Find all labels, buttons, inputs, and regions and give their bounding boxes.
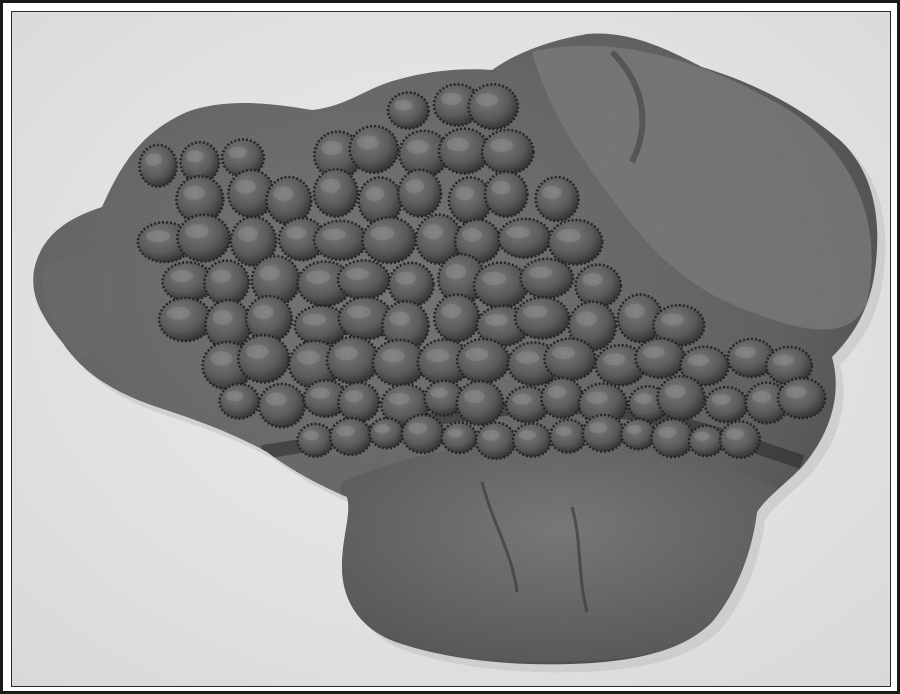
fossil-scale-highlight bbox=[273, 187, 293, 201]
fossil-scale-highlight bbox=[519, 430, 536, 440]
fossil-scale bbox=[314, 221, 367, 260]
fossil-scale-highlight bbox=[426, 349, 450, 362]
fossil-scale-highlight bbox=[462, 228, 482, 241]
fossil-scale-highlight bbox=[210, 351, 232, 365]
fossil-scale-highlight bbox=[266, 393, 287, 406]
fossil-scale bbox=[482, 130, 533, 174]
fossil-scale-highlight bbox=[226, 391, 244, 401]
fossil-scale-highlight bbox=[658, 427, 677, 438]
fossil-scale bbox=[515, 297, 569, 338]
fossil-scale-highlight bbox=[381, 349, 405, 363]
fossil-scale bbox=[652, 419, 694, 457]
fossil-scale-highlight bbox=[556, 426, 572, 436]
fossil-scale-highlight bbox=[635, 393, 653, 404]
fossil-scale bbox=[476, 423, 516, 459]
fossil-scale bbox=[330, 418, 371, 455]
fossil-scale bbox=[583, 415, 624, 452]
fossil-scale-highlight bbox=[388, 393, 410, 405]
fossil-scale-highlight bbox=[335, 346, 358, 360]
fossil-scale-highlight bbox=[286, 227, 307, 240]
fossil-scale-highlight bbox=[253, 305, 274, 319]
fossil-scale bbox=[178, 215, 230, 262]
fossil-scale-highlight bbox=[513, 394, 532, 405]
fossil-scale bbox=[544, 339, 595, 381]
fossil-scale bbox=[373, 340, 425, 386]
fossil-scale-highlight bbox=[773, 355, 794, 366]
fossil-scale bbox=[498, 219, 550, 258]
fossil-scale-highlight bbox=[211, 269, 231, 282]
fossil-scale-highlight bbox=[712, 394, 731, 405]
fossil-scale-highlight bbox=[482, 272, 506, 286]
fossil-scale-highlight bbox=[447, 138, 470, 152]
fossil-scale bbox=[541, 378, 583, 418]
fossil-scale bbox=[389, 263, 434, 307]
fossil-scale-highlight bbox=[146, 230, 170, 242]
fossil-scale bbox=[338, 383, 379, 422]
fossil-slab-illustration bbox=[12, 12, 890, 686]
fossil-scale-highlight bbox=[322, 229, 346, 241]
fossil-scale-highlight bbox=[447, 429, 463, 438]
fossil-scale-highlight bbox=[445, 264, 466, 279]
fossil-scale bbox=[621, 419, 655, 449]
fossil-scale-highlight bbox=[394, 100, 412, 111]
fossil-scale-highlight bbox=[441, 304, 461, 318]
fossil-scale-highlight bbox=[170, 270, 193, 282]
fossil-scale-highlight bbox=[485, 314, 508, 326]
fossil-scale-highlight bbox=[625, 304, 645, 318]
fossil-scale bbox=[327, 337, 379, 384]
fossil-scale-highlight bbox=[552, 347, 575, 359]
fossil-scale bbox=[442, 422, 477, 453]
fossil-scale-highlight bbox=[321, 179, 341, 193]
fossil-scale bbox=[402, 415, 444, 453]
fossil-scale bbox=[778, 378, 825, 418]
fossil-scale bbox=[363, 218, 416, 264]
fossil-scale-highlight bbox=[529, 267, 553, 279]
fossil-scale bbox=[469, 84, 518, 129]
fossil-scale-highlight bbox=[688, 354, 710, 366]
fossil-scale bbox=[388, 93, 429, 129]
fossil-scale-highlight bbox=[785, 386, 806, 398]
fossil-scale bbox=[350, 126, 398, 173]
fossil-scale-highlight bbox=[396, 272, 416, 285]
fossil-scale-highlight bbox=[603, 353, 626, 365]
fossil-scale bbox=[159, 298, 212, 341]
fossil-scale-highlight bbox=[491, 181, 510, 195]
fossil-scale-highlight bbox=[516, 351, 539, 364]
fossil-scale-highlight bbox=[212, 310, 232, 325]
fossil-scale-highlight bbox=[303, 314, 327, 326]
fossil-scale bbox=[370, 418, 404, 448]
fossil-scale-highlight bbox=[465, 348, 489, 361]
fossil-scale-highlight bbox=[694, 432, 710, 441]
fossil-scale-highlight bbox=[735, 347, 756, 358]
fossil-scale bbox=[314, 169, 358, 216]
fossil-scale-highlight bbox=[576, 312, 597, 326]
fossil-scale-highlight bbox=[586, 392, 607, 404]
fossil-scale-highlight bbox=[408, 423, 427, 434]
fossil-scale-highlight bbox=[557, 229, 581, 242]
fossil-scale-highlight bbox=[347, 306, 371, 319]
fossil-scale-highlight bbox=[752, 391, 771, 403]
fossil-scale-highlight bbox=[228, 147, 247, 158]
fossil-scale bbox=[259, 384, 305, 427]
fossil-scale bbox=[139, 145, 176, 187]
fossil-scale-highlight bbox=[405, 179, 424, 193]
fossil-scale-highlight bbox=[523, 306, 547, 318]
fossil-scale bbox=[398, 170, 441, 217]
fossil-scale bbox=[658, 376, 705, 420]
fossil-scale-highlight bbox=[548, 386, 567, 398]
fossil-scale-highlight bbox=[370, 227, 394, 241]
fossil-scale-highlight bbox=[297, 350, 320, 364]
fossil-scale-highlight bbox=[441, 93, 462, 105]
fossil-scale-highlight bbox=[589, 422, 608, 433]
fossil-scale bbox=[576, 265, 621, 307]
fossil-scale bbox=[549, 220, 603, 265]
fossil-scale bbox=[705, 387, 747, 422]
fossil-scale-highlight bbox=[306, 271, 330, 284]
fossil-scale-highlight bbox=[582, 273, 602, 286]
fossil-scale bbox=[635, 339, 684, 378]
fossil-scale-highlight bbox=[303, 431, 319, 441]
fossil-scale bbox=[521, 259, 574, 298]
fossil-scale-highlight bbox=[357, 135, 379, 149]
fossil-scale-highlight bbox=[407, 140, 429, 154]
fossil-scale-highlight bbox=[346, 268, 369, 280]
fossil-photograph bbox=[11, 11, 891, 687]
fossil-scale-highlight bbox=[235, 180, 256, 194]
fossil-scale bbox=[449, 177, 492, 223]
fossil-scale-highlight bbox=[482, 430, 500, 441]
fossil-scale-highlight bbox=[365, 187, 384, 201]
fossil-scale-highlight bbox=[430, 388, 448, 398]
fossil-scale-highlight bbox=[336, 426, 355, 437]
fossil-scale bbox=[220, 384, 260, 419]
fossil-scale-highlight bbox=[726, 429, 744, 440]
fossil-scale bbox=[228, 170, 274, 217]
fossil-scale bbox=[485, 172, 528, 217]
fossil-scale-highlight bbox=[506, 227, 530, 239]
fossil-scale-highlight bbox=[183, 186, 204, 200]
fossil-scale bbox=[439, 129, 489, 174]
fossil-scale-highlight bbox=[476, 93, 498, 106]
fossil-scale-highlight bbox=[145, 153, 162, 166]
fossil-scale bbox=[238, 335, 289, 382]
fossil-scale bbox=[434, 295, 479, 342]
fossil-scale-highlight bbox=[185, 224, 209, 238]
fossil-scale-highlight bbox=[238, 227, 258, 242]
fossil-scale bbox=[536, 177, 579, 221]
fossil-scale-highlight bbox=[389, 311, 410, 326]
fossil-scale bbox=[298, 424, 334, 457]
fossil-scale-highlight bbox=[345, 390, 363, 402]
fossil-scale-highlight bbox=[661, 313, 684, 325]
fossil-scale bbox=[457, 339, 509, 383]
fossil-scale-highlight bbox=[423, 224, 444, 239]
fossil-scale bbox=[720, 421, 760, 457]
fossil-scale-highlight bbox=[167, 307, 191, 320]
fossil-scale bbox=[474, 263, 528, 308]
fossil-scale-highlight bbox=[626, 425, 641, 434]
fossil-scale-highlight bbox=[542, 186, 561, 199]
fossil-scale-highlight bbox=[464, 390, 485, 403]
fossil-scale-highlight bbox=[643, 346, 665, 358]
fossil-scale-highlight bbox=[259, 266, 280, 281]
fossil-scale-highlight bbox=[375, 424, 390, 433]
fossil-scale bbox=[457, 381, 504, 425]
fossil-scale-highlight bbox=[186, 150, 203, 162]
fossil-scale bbox=[513, 423, 551, 456]
fossil-scale bbox=[550, 420, 586, 453]
fossil-scale bbox=[338, 260, 390, 299]
fossil-scale-highlight bbox=[665, 385, 686, 398]
fossil-scale bbox=[689, 426, 724, 456]
fossil-scale-highlight bbox=[246, 345, 269, 359]
fossil-scale-highlight bbox=[310, 388, 330, 399]
fossil-scale bbox=[205, 261, 249, 306]
fossil-scale-highlight bbox=[490, 139, 513, 152]
fossil-scale-highlight bbox=[321, 141, 342, 155]
fossil-scale-highlight bbox=[455, 187, 474, 201]
